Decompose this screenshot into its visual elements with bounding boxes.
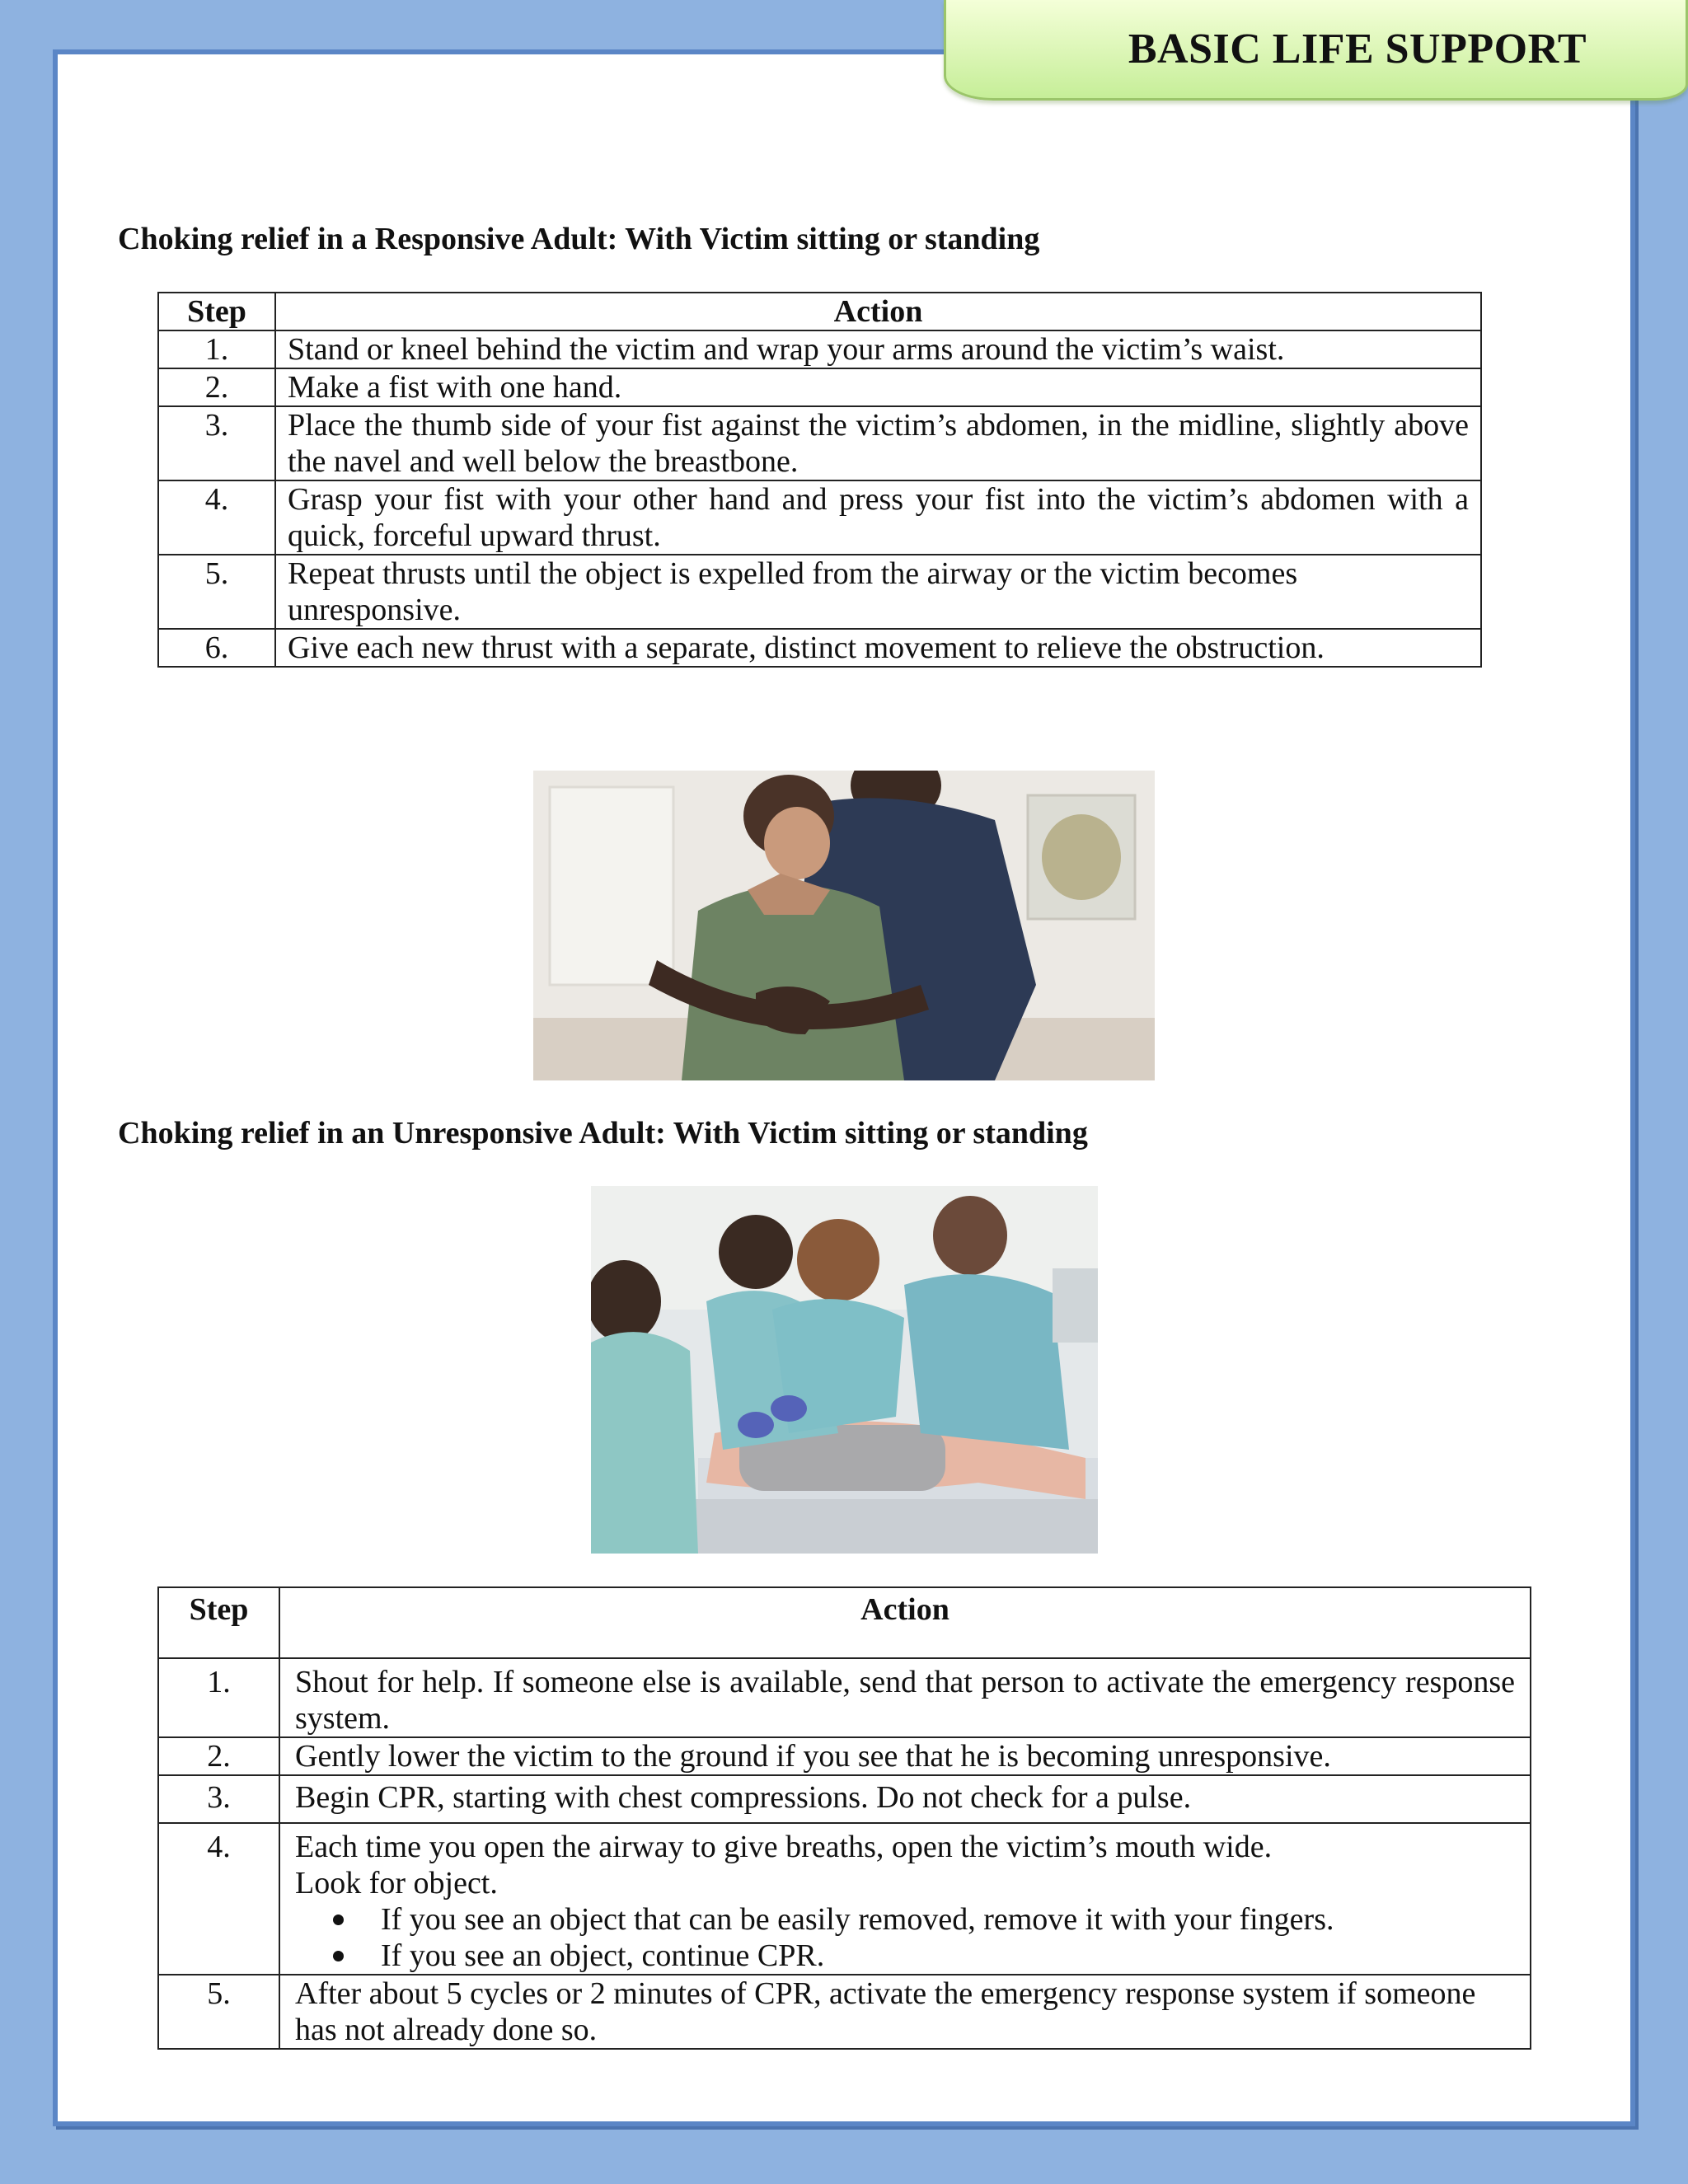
table-header-row [158, 293, 1481, 330]
bullet-item: If you see an object, continue CPR. [381, 1938, 1515, 1974]
step-number: 3. [158, 406, 275, 480]
step-number: 2. [158, 368, 275, 406]
step-action: Stand or kneel behind the victim and wrap your arms around the victim’s waist. [275, 330, 1481, 368]
table-row [158, 368, 1481, 406]
table-row [158, 1737, 1531, 1775]
table-row [158, 330, 1481, 368]
table-row [158, 1775, 1531, 1823]
unresponsive-adult-table [157, 1586, 1531, 2050]
table-row [158, 1975, 1531, 2049]
table-row [158, 406, 1481, 480]
step-action: Repeat thrusts until the object is expelled from the airway or the victim becomes unresponsive. [275, 555, 1481, 629]
header-banner [944, 0, 1688, 101]
table-row [158, 1823, 1531, 1975]
step-action: Make a fist with one hand. [275, 368, 1481, 406]
step-number: 1. [158, 330, 275, 368]
step-number: 5. [158, 1975, 279, 2049]
step-action: Give each new thrust with a separate, distinct movement to relieve the obstruction. [275, 629, 1481, 667]
step-action: Shout for help. If someone else is available, send that person to activate the emergency response system. [279, 1658, 1531, 1737]
table-header-row [158, 1587, 1531, 1658]
step-number: 4. [158, 1823, 279, 1975]
section2-heading: Choking relief in an Unresponsive Adult: With Victim sitting or standing [118, 1116, 1088, 1151]
step-action: Begin CPR, starting with chest compressions. Do not check for a pulse. [279, 1775, 1531, 1823]
step-number: 1. [158, 1658, 279, 1737]
step-action: Grasp your fist with your other hand and press your fist into the victim’s abdomen with a quick, forceful upward thrust. [275, 480, 1481, 555]
step-number: 4. [158, 480, 275, 555]
column-header-action: Action [275, 293, 1481, 330]
table-row [158, 555, 1481, 629]
table-row [158, 1658, 1531, 1737]
step-action: After about 5 cycles or 2 minutes of CPR, activate the emergency response system if someone has not already done so. [279, 1975, 1531, 2049]
bullet-item: If you see an object that can be easily removed, remove it with your fingers. [381, 1901, 1515, 1938]
step-action: Each time you open the airway to give breaths, open the victim’s mouth wide. [295, 1830, 1273, 1864]
banner-title: BASIC LIFE SUPPORT [1128, 26, 1587, 73]
column-header-step: Step [158, 1587, 279, 1658]
step-action-line2: Look for object. [295, 1866, 498, 1900]
table-row [158, 480, 1481, 555]
step-number: 3. [158, 1775, 279, 1823]
step-number: 6. [158, 629, 275, 667]
section1-heading: Choking relief in a Responsive Adult: With Victim sitting or standing [118, 222, 1040, 256]
step-number: 2. [158, 1737, 279, 1775]
column-header-action: Action [279, 1587, 1531, 1658]
step-action-cell [279, 1823, 1531, 1975]
cpr-team-photo [591, 1186, 1098, 1554]
responsive-adult-table [157, 292, 1482, 668]
column-header-step: Step [158, 293, 275, 330]
abdominal-thrust-photo [533, 771, 1155, 1080]
bullet-list [295, 1901, 1515, 1974]
table-row [158, 629, 1481, 667]
step-action: Place the thumb side of your fist against the victim’s abdomen, in the midline, slightly above the navel and well below the breastbone. [275, 406, 1481, 480]
step-action: Gently lower the victim to the ground if you see that he is becoming unresponsive. [279, 1737, 1531, 1775]
step-number: 5. [158, 555, 275, 629]
